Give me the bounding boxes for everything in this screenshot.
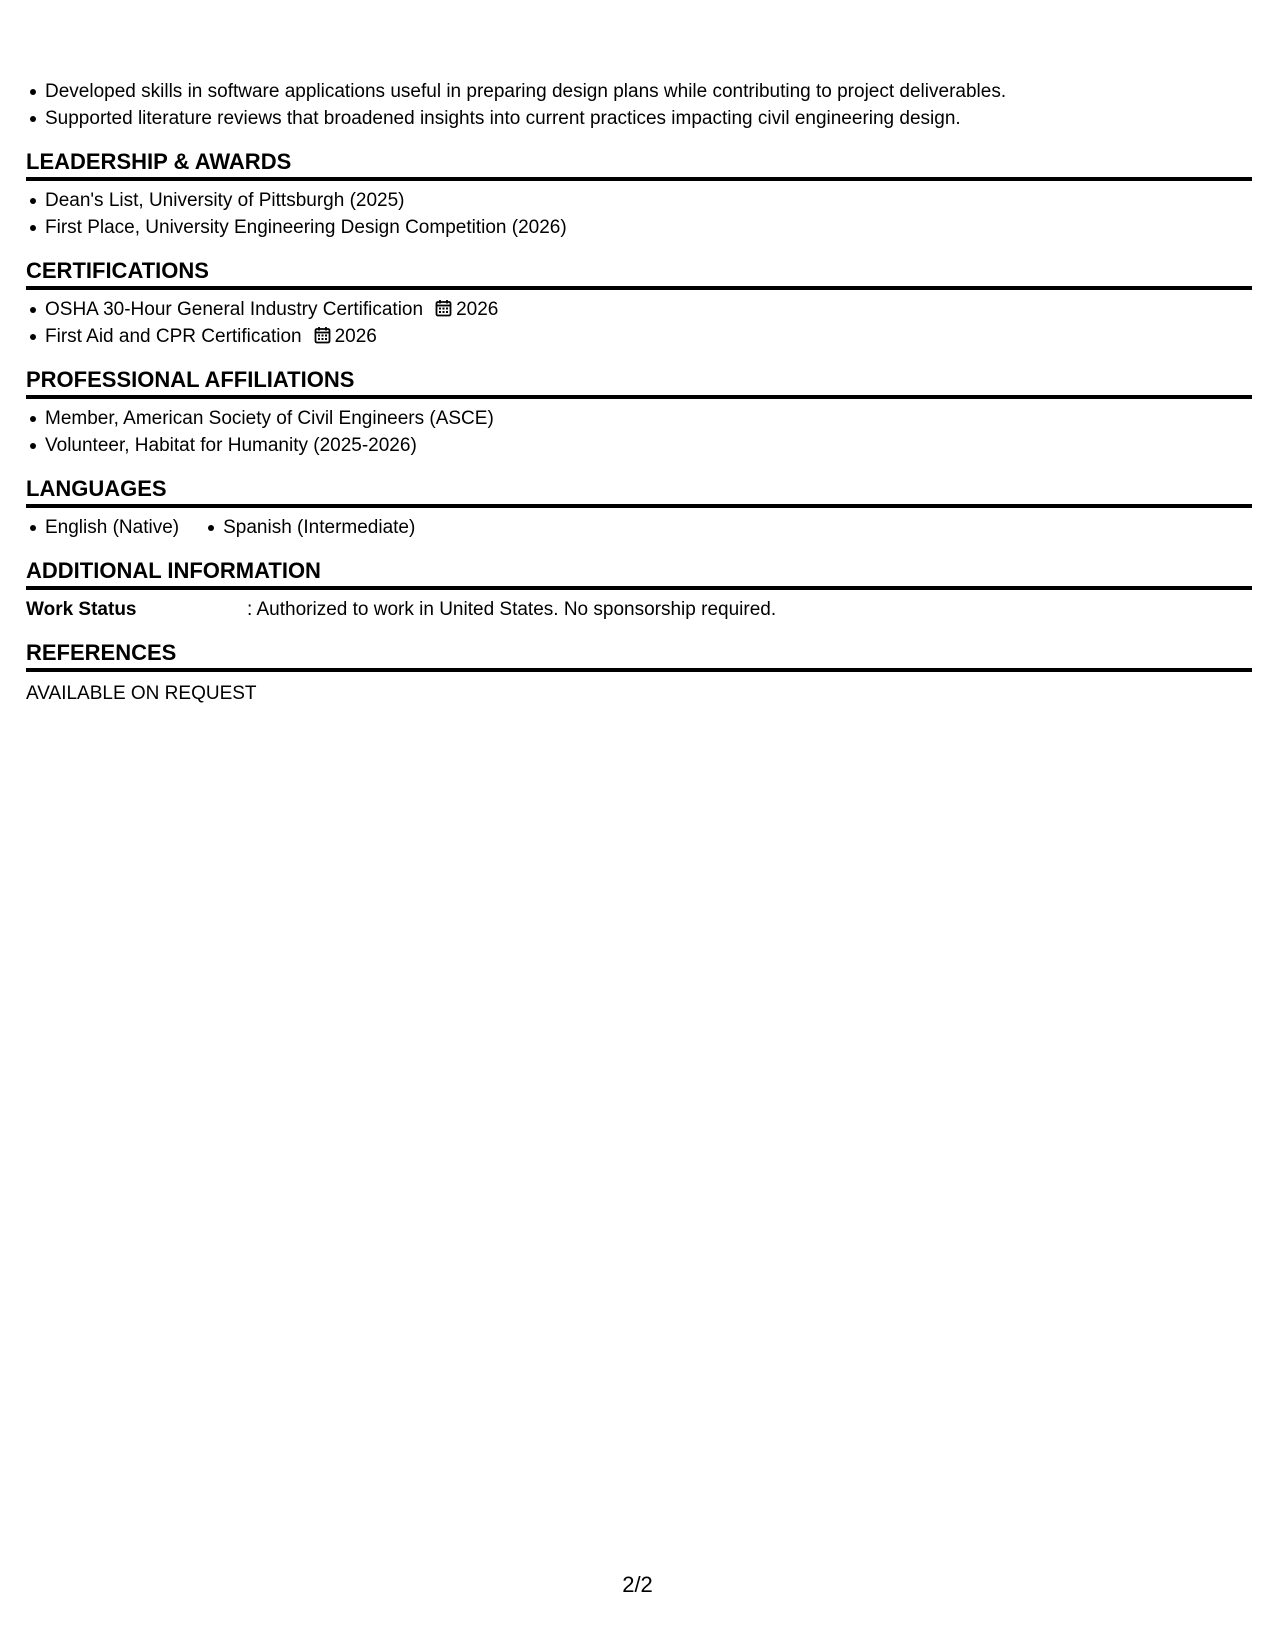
- certifications-list: [26, 296, 1252, 350]
- calendar-icon: [314, 326, 331, 344]
- additional-info-section: [26, 558, 1252, 623]
- certification-name: First Aid and CPR Certification: [45, 326, 302, 347]
- page-number: 2/2: [622, 1572, 653, 1597]
- section-title: PROFESSIONAL AFFILIATIONS: [26, 367, 1252, 399]
- certification-year: 2026: [334, 326, 377, 347]
- certification-name: OSHA 30-Hour General Industry Certification: [45, 299, 424, 320]
- work-status-label: Work Status: [26, 599, 137, 620]
- certification-item: [45, 296, 1252, 323]
- list-item: Developed skills in software applications useful in preparing design plans while contributing to project deliverables.: [45, 78, 1252, 105]
- section-title: ADDITIONAL INFORMATION: [26, 558, 1252, 590]
- affiliations-list: [26, 405, 1252, 459]
- section-title: REFERENCES: [26, 640, 1252, 672]
- leadership-section: [26, 149, 1252, 241]
- list-item: Dean's List, University of Pittsburgh (2025): [45, 187, 1252, 214]
- language-item: English (Native): [45, 514, 179, 541]
- affiliations-section: [26, 367, 1252, 459]
- references-section: [26, 640, 1252, 707]
- work-status-row: [26, 596, 1252, 623]
- certification-year: 2026: [456, 299, 499, 320]
- list-item: Volunteer, Habitat for Humanity (2025-2026): [45, 432, 1252, 459]
- certification-item: [45, 323, 1252, 350]
- resume-page: [26, 78, 1252, 707]
- section-title: LEADERSHIP & AWARDS: [26, 149, 1252, 181]
- list-item: First Place, University Engineering Design Competition (2026): [45, 214, 1252, 241]
- references-text: AVAILABLE ON REQUEST: [26, 683, 257, 704]
- section-title: LANGUAGES: [26, 476, 1252, 508]
- list-item: Member, American Society of Civil Engineers (ASCE): [45, 405, 1252, 432]
- experience-bullet-list: [26, 78, 1252, 132]
- languages-section: [26, 476, 1252, 541]
- language-item: Spanish (Intermediate): [223, 514, 415, 541]
- leadership-list: [26, 187, 1252, 241]
- list-item: Supported literature reviews that broadened insights into current practices impacting civil engineering design.: [45, 105, 1252, 132]
- section-title: CERTIFICATIONS: [26, 258, 1252, 290]
- work-status-value: : Authorized to work in United States. No sponsorship required.: [247, 599, 777, 620]
- certifications-section: [26, 258, 1252, 350]
- calendar-icon: [435, 299, 452, 317]
- languages-list: [26, 514, 1252, 541]
